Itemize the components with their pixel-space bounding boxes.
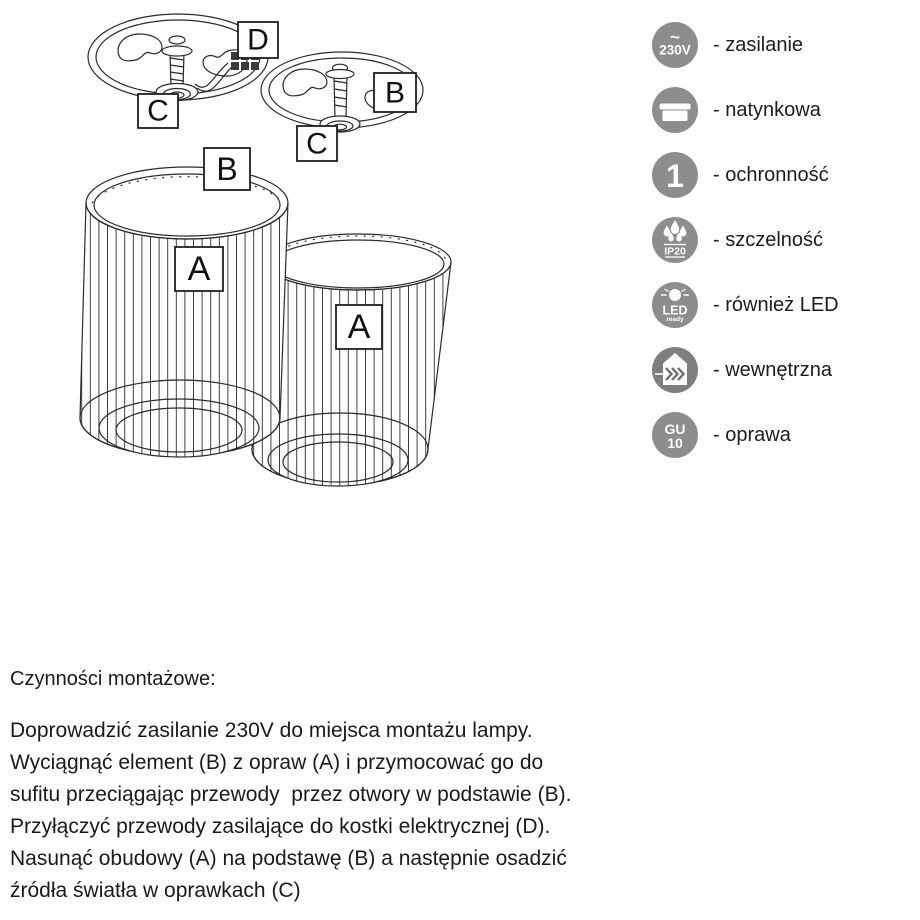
gu10-text-line1: GU xyxy=(664,421,686,437)
ip-rating-text: IP20 xyxy=(664,245,686,258)
part-label-b-shade xyxy=(204,148,250,190)
part-label-b-plate-letter: B xyxy=(384,76,406,110)
protection-class-number: 1 xyxy=(666,158,684,194)
legend-label-ochronnosc: - ochronność xyxy=(713,163,829,186)
part-label-d-letter: D xyxy=(247,23,269,57)
screw-hole xyxy=(169,36,185,44)
part-label-c-left xyxy=(138,94,178,128)
lamp-assembly-diagram xyxy=(0,0,640,560)
legend-item-zasilanie xyxy=(652,22,839,68)
part-label-a-left-letter: A xyxy=(187,250,211,288)
legend-label-wewnetrzna: - wewnętrzna xyxy=(713,358,832,381)
ip20-rating-icon xyxy=(652,217,698,263)
feature-legend xyxy=(652,22,839,458)
instruction-line: Wyciągnąć element (B) z opraw (A) i przymocować go do xyxy=(10,751,544,774)
led-ready-subtext: ready xyxy=(666,316,684,323)
indoor-use-icon xyxy=(652,347,698,393)
part-label-a-left xyxy=(175,247,223,291)
legend-item-ochronnosc xyxy=(652,152,839,198)
legend-label-oprawa: - oprawa xyxy=(713,423,791,446)
surface-mounted-icon xyxy=(652,87,698,133)
legend-label-zasilanie: - zasilanie xyxy=(713,33,804,56)
cable-hole xyxy=(116,31,163,62)
legend-item-wewnetrzna xyxy=(652,347,839,393)
socket-stem-left xyxy=(156,46,198,101)
instruction-line: Doprowadzić zasilanie 230V do miejsca montażu lampy. xyxy=(10,719,533,742)
legend-label-szczelnosc: - szczelność xyxy=(713,228,824,251)
part-label-a-right xyxy=(336,305,382,349)
legend-label-rowniez-led: - również LED xyxy=(713,293,839,316)
mounting-instructions xyxy=(10,668,571,907)
legend-item-szczelnosc xyxy=(652,217,839,263)
gu10-text-line2: 10 xyxy=(667,435,683,451)
shade-left xyxy=(80,167,288,457)
cable-hole xyxy=(281,66,328,97)
legend-item-oprawa xyxy=(652,412,839,458)
instruction-line: Przyłączyć przewody zasilające do kostki elektrycznej (D). xyxy=(10,815,551,838)
part-label-b-shade-letter: B xyxy=(216,151,238,187)
legend-item-natynkowa xyxy=(652,87,839,133)
power-icon-text: 230V xyxy=(659,42,691,58)
protection-class-1-icon xyxy=(652,152,698,198)
gu10-socket-icon xyxy=(652,412,698,458)
instruction-line: Nasunąć obudowy (A) na podstawę (B) a następnie osadzić xyxy=(10,847,567,870)
legend-item-rowniez-led xyxy=(652,282,839,328)
instruction-line: sufitu przeciągając przewody przez otwory w podstawie (B). xyxy=(10,783,572,806)
part-label-c-right xyxy=(297,126,337,161)
power-230v-icon xyxy=(652,22,698,68)
part-label-b-plate xyxy=(374,73,416,112)
part-label-d xyxy=(238,22,278,58)
wire xyxy=(195,63,228,87)
instructions-heading: Czynności montażowe: xyxy=(10,668,216,690)
led-ready-icon xyxy=(652,282,698,328)
part-label-a-right-letter: A xyxy=(347,308,371,346)
power-icon-tilde: ~ xyxy=(670,27,680,47)
part-label-c-right-letter: C xyxy=(306,127,328,161)
led-text: LED xyxy=(662,303,688,318)
legend-label-natynkowa: - natynkowa xyxy=(713,98,821,121)
instruction-line: źródła światła w oprawkach (C) xyxy=(10,879,301,902)
part-label-c-left-letter: C xyxy=(147,94,169,128)
